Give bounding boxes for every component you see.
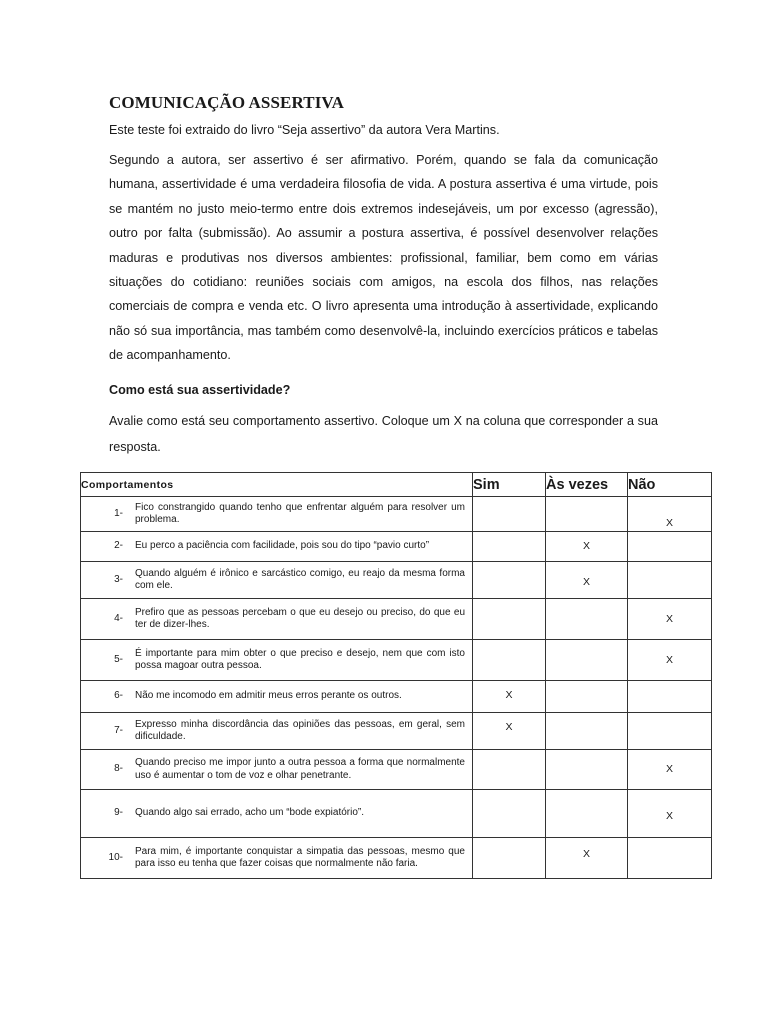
item-text: Expresso minha discordância das opiniões das pessoas, em geral, sem dificuldade. [135,718,465,742]
mark-as-vezes[interactable] [546,713,628,750]
behavior-cell [81,838,473,879]
item-text: Eu perco a paciência com facilidade, pois sou do tipo “pavio curto” [135,540,430,552]
behavior-cell [81,790,473,838]
item-text: Não me incomodo em admitir meus erros perante os outros. [135,690,402,702]
table-row [81,532,712,562]
x-mark: X [505,689,513,701]
item-number: 3- [114,573,123,585]
table-row [81,640,712,681]
header-as-vezes: Às vezes [546,473,628,497]
table-row [81,838,712,879]
mark-as-vezes[interactable] [546,640,628,681]
table-header-row [81,473,712,497]
mark-sim[interactable] [473,681,546,713]
mark-as-vezes[interactable] [546,497,628,532]
body-paragraph: Segundo a autora, ser assertivo é ser afirmativo. Porém, quando se fala da comunicação humana, assertividade é uma verdadeira filosofia de vida. A postura assertiva é uma virtude, pois se mantém no justo meio-termo entre dois extremos indesejáveis, um por excesso (agressão), outro por falta (submissão). Ao assumir a postura assertiva, é possível desenvolver relações maduras e produtivas nos diversos ambientes: profissional, familiar, bem como em várias situações do cotidiano: reuniões sociais com amigos, na escola dos filhos, nas relações comerciais de compra e venda etc. O livro apresenta uma introdução à assertividade, explicando não só sua importância, mas também como desenvolvê-la, incluindo exercícios práticos e tabelas de acompanhamento. [109,153,658,363]
item-text: Quando preciso me impor junto a outra pessoa a forma que normalmente uso é aumentar o tom de voz e olhar penetrante. [135,757,465,781]
behavior-cell [81,713,473,750]
assertiveness-table [80,472,712,879]
x-mark: X [582,848,590,860]
header-comportamentos: Comportamentos [81,473,473,497]
item-number: 7- [114,724,123,736]
mark-sim[interactable] [473,790,546,838]
table-row [81,562,712,599]
mark-as-vezes[interactable] [546,838,628,879]
mark-sim[interactable] [473,750,546,790]
mark-sim[interactable] [473,497,546,532]
item-text: É importante para mim obter o que preciso e desejo, nem que com isto possa magoar outra pessoa. [135,647,465,671]
behavior-cell [81,599,473,640]
table-row [81,713,712,750]
behavior-cell [81,497,473,532]
x-mark: X [665,654,673,666]
mark-sim[interactable] [473,713,546,750]
mark-as-vezes[interactable] [546,532,628,562]
mark-nao[interactable] [628,599,712,640]
mark-nao[interactable] [628,640,712,681]
behavior-cell [81,532,473,562]
x-mark: X [505,721,513,733]
document-title: COMUNICAÇÃO ASSERTIVA [109,93,344,112]
mark-sim[interactable] [473,838,546,879]
behavior-cell [81,750,473,790]
table-row [81,681,712,713]
instructions-text: Avalie como está seu comportamento assertivo. Coloque um X na coluna que corresponder a sua resposta. [109,414,658,454]
mark-as-vezes[interactable] [546,562,628,599]
intro-text: Este teste foi extraido do livro “Seja assertivo” da autora Vera Martins. [109,123,500,137]
table-body [81,497,712,879]
item-text: Quando algo sai errado, acho um “bode expiatório”. [135,807,365,819]
mark-nao[interactable] [628,681,712,713]
item-number: 1- [114,507,123,519]
header-sim: Sim [473,473,546,497]
behavior-cell [81,562,473,599]
mark-sim[interactable] [473,562,546,599]
x-mark: X [665,613,673,625]
mark-nao[interactable] [628,497,712,532]
mark-as-vezes[interactable] [546,681,628,713]
mark-as-vezes[interactable] [546,750,628,790]
mark-nao[interactable] [628,838,712,879]
item-number: 2- [114,540,123,552]
mark-sim[interactable] [473,640,546,681]
item-text: Fico constrangido quando tenho que enfrentar alguém para resolver um problema. [135,501,465,525]
table-row [81,599,712,640]
behavior-cell [81,640,473,681]
table-row [81,790,712,838]
item-text: Para mim, é importante conquistar a simpatia das pessoas, mesmo que para isso eu tenha que fazer coisas que normalmente não faria. [135,845,465,869]
item-number: 5- [114,653,123,665]
mark-nao[interactable] [628,713,712,750]
x-mark: X [582,540,590,552]
behavior-cell [81,681,473,713]
x-mark: X [665,810,673,822]
mark-as-vezes[interactable] [546,599,628,640]
x-mark: X [665,517,673,529]
mark-nao[interactable] [628,532,712,562]
item-text: Prefiro que as pessoas percebam o que eu desejo ou preciso, do que eu ter de dizer-lhes. [135,606,465,630]
item-text: Quando alguém é irônico e sarcástico comigo, eu reajo da mesma forma com ele. [135,567,465,591]
item-number: 6- [114,690,123,702]
table-row [81,497,712,532]
mark-as-vezes[interactable] [546,790,628,838]
x-mark: X [665,763,673,775]
header-nao: Não [628,473,712,497]
item-number: 9- [114,807,123,819]
mark-sim[interactable] [473,532,546,562]
mark-nao[interactable] [628,750,712,790]
item-number: 8- [114,763,123,775]
section-subheading: Como está sua assertividade? [109,383,291,397]
item-number: 4- [114,612,123,624]
table-row [81,750,712,790]
mark-nao[interactable] [628,790,712,838]
mark-sim[interactable] [473,599,546,640]
x-mark: X [582,576,590,588]
mark-nao[interactable] [628,562,712,599]
item-number: 10- [108,851,123,863]
